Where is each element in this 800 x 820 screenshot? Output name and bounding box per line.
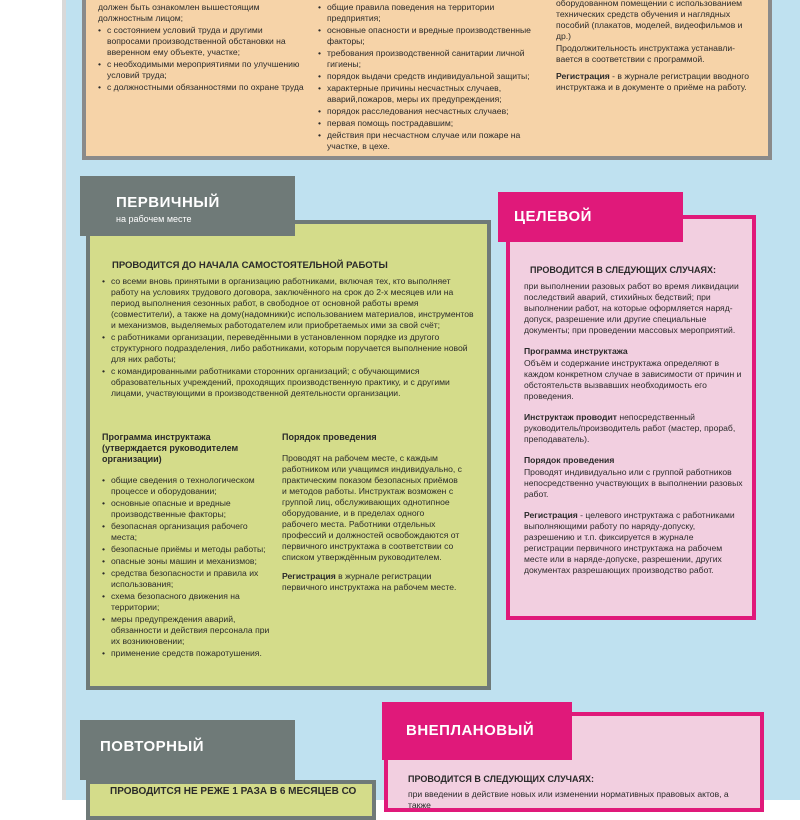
primary-heading-text: ПРОВОДИТСЯ ДО НАЧАЛА САМОСТОЯТЕЛЬНОЙ РАБОТЫ [112, 260, 388, 271]
list-item: • основные опасные и вредные производственные факторы; [102, 498, 272, 520]
unplanned-heading: ПРОВОДИТСЯ В СЛЕДУЮЩИХ СЛУЧАЯХ: [408, 774, 594, 784]
list-item: • общие сведения о технологическом процессе и оборудовании; [102, 475, 272, 497]
registration-label: Регистрация [282, 571, 336, 581]
registration-label: Регистрация [524, 510, 578, 520]
introductory-section [82, 0, 772, 160]
list-item: • схема безопасного движения на территории; [102, 591, 272, 613]
top-col3-text: оборудованном помещении с использованием технических средств обучения и наглядных пособий (плакатов, моделей, видеофильмов и др.) [556, 0, 743, 41]
primary-program-list [102, 475, 272, 659]
list-item: • характерные причины несчастных случаев, аварий,пожаров, меры их предупреждения; [318, 83, 540, 105]
list-item: • меры предупреждения аварий, обязанности и действия персонала при их возникновении; [102, 614, 272, 647]
list-item: • первая помощь пострадавшим; [318, 118, 540, 129]
target-conducts [524, 412, 744, 445]
target-program-text: Объём и содержание инструктажа определяют в каждом конкретном случае в зависимости от причин и обстоятельств вызвавших необходимость его проведения. [524, 358, 742, 401]
primary-program [102, 432, 272, 660]
top-col-3 [556, 0, 756, 94]
list-item: • порядок расследования несчастных случаев; [318, 106, 540, 117]
target-cases: при выполнении разовых работ во время ликвидации последствий аварий, стихийных бедствий; при выполнении работ, на которые оформляется наряд-допуск, разрешение или другие специальные документы; при проведении массовых мероприятий. [524, 281, 739, 335]
repeat-title-banner [80, 720, 295, 780]
conducts-label: Инструктаж проводит [524, 412, 617, 422]
target-program-title: Программа инструктажа [524, 346, 628, 356]
list-item: • с состоянием условий труда и другими вопросами производственной обстановки на вверенном ему объекте, участке; [98, 25, 306, 58]
list-item: • общие правила поведения на территории предприятия; [318, 2, 540, 24]
target-heading [530, 265, 745, 276]
repeat-section [86, 780, 376, 820]
list-item: • с должностными обязанностями по охране труда [98, 82, 306, 93]
primary-order-title: Порядок проведения [282, 432, 377, 442]
list-item: • порядок выдачи средств индивидуальной защиты; [318, 71, 540, 82]
target-title-banner [498, 192, 683, 242]
target-registration [524, 510, 744, 576]
list-item: • требования производственной санитарии личной гигиены; [318, 48, 540, 70]
conducts-text: непосредственный руководитель/производитель работ (мастер, прораб, преподаватель). [524, 412, 736, 444]
top-col1-list [98, 25, 306, 93]
top-col-1 [98, 2, 306, 94]
target-title: ЦЕЛЕВОЙ [514, 208, 592, 225]
primary-cases-list [102, 276, 477, 399]
list-item: • средства безопасности и правила их использования; [102, 568, 272, 590]
primary-section [86, 220, 491, 690]
target-section [506, 215, 756, 620]
list-item: • безопасные приёмы и методы работы; [102, 544, 272, 555]
primary-order [282, 432, 462, 594]
top-col3-registration [556, 71, 756, 93]
top-col1-intro: должен быть ознакомлен вышестоящим должностным лицом; [98, 2, 260, 23]
registration-label: Регистрация [556, 71, 610, 81]
registration-text: в журнале регистрации первичного инструктажа на рабочем месте. [282, 571, 457, 592]
list-item: • с работниками организации, переведёнными в установленном порядке из другого структурного подразделения, либо работниками, которым поручается выполнение новой для них работы; [102, 332, 477, 365]
target-body [524, 281, 744, 577]
primary-heading [112, 260, 472, 271]
primary-subtitle: на рабочем месте [116, 214, 192, 224]
target-order-title: Порядок проведения [524, 455, 615, 465]
list-item: • с необходимыми мероприятиями по улучшению условий труда; [98, 59, 306, 81]
repeat-title: ПОВТОРНЫЙ [100, 738, 204, 755]
top-col3-duration: Продолжительность инструктажа устанавли-вается в соответствии с программой. [556, 43, 735, 64]
primary-cases [102, 276, 477, 400]
top-col2-list [318, 2, 540, 152]
unplanned-text: при введении в действие новых или изменении нормативных правовых актов, а также [408, 789, 729, 810]
registration-text: - целевого инструктажа с работниками выполняющими работу по наряду-допуску, разрешению и т.п. фиксируется в журнале регистрации первичного инструктажа на рабочем месте или в наряде-допуске, разрешении, других документах разрешающих производство работ. [524, 510, 735, 575]
poster [66, 0, 800, 810]
primary-title: ПЕРВИЧНЫЙ [116, 194, 220, 211]
repeat-heading-text: ПРОВОДИТСЯ НЕ РЕЖЕ 1 РАЗА В 6 МЕСЯЦЕВ СО [110, 786, 357, 797]
unplanned-title: ВНЕПЛАНОВЫЙ [406, 722, 535, 739]
list-item: • безопасная организация рабочего места; [102, 521, 272, 543]
repeat-heading [110, 786, 370, 797]
list-item: • опасные зоны машин и механизмов; [102, 556, 272, 567]
list-item: • основные опасности и вредные производственные факторы; [318, 25, 540, 47]
target-order-text: Проводят индивидуально или с группой работников непосредственно участвующих в выполнении разовых работ. [524, 467, 743, 499]
registration-text: - в журнале регистрации вводного инструктажа и в документе о приёме на работу. [556, 71, 749, 92]
list-item: • применение средств пожаротушения. [102, 648, 272, 659]
unplanned-body [408, 774, 748, 812]
list-item: • действия при несчастном случае или пожаре на участке, в цехе. [318, 130, 540, 152]
primary-title-banner [80, 176, 295, 236]
unplanned-title-banner [382, 702, 572, 760]
primary-registration [282, 571, 462, 593]
primary-order-text: Проводят на рабочем месте, с каждым работником или учащимся индивидуально, с практическим показом безопасных приёмов и методов работы. Инструктаж возможен с группой лиц, обслуживающих однотипное оборудование, и в пределах одного рабочего места. Работники отдельных профессий и должностей освобождаются от первичного инструктажа в соответствии со списком утверждённым руководителем. [282, 453, 462, 562]
top-col-2 [318, 2, 540, 153]
primary-program-title: Программа инструктажа (утверждается руководителем организации) [102, 432, 239, 464]
list-item: • с командированными работниками сторонних организаций; с обучающимися образовательных учреждений, проходящих производственную практику, и с другими лицами, участвующими в производственной деятельности организации. [102, 366, 477, 399]
target-heading-text: ПРОВОДИТСЯ В СЛЕДУЮЩИХ СЛУЧАЯХ: [530, 265, 716, 275]
list-item: • со всеми вновь принятыми в организацию работниками, включая тех, кто выполняет работу на условиях трудового договора, заключённого на срок до 2-х месяцев или на период выполнения сезонных работ, в свободное от основной работы время (совместители), а также на дому(надомники)с использованием материалов, инструментов и механизмов, выделяемых работодателем или приобретаемых ими за свой счёт; [102, 276, 477, 331]
